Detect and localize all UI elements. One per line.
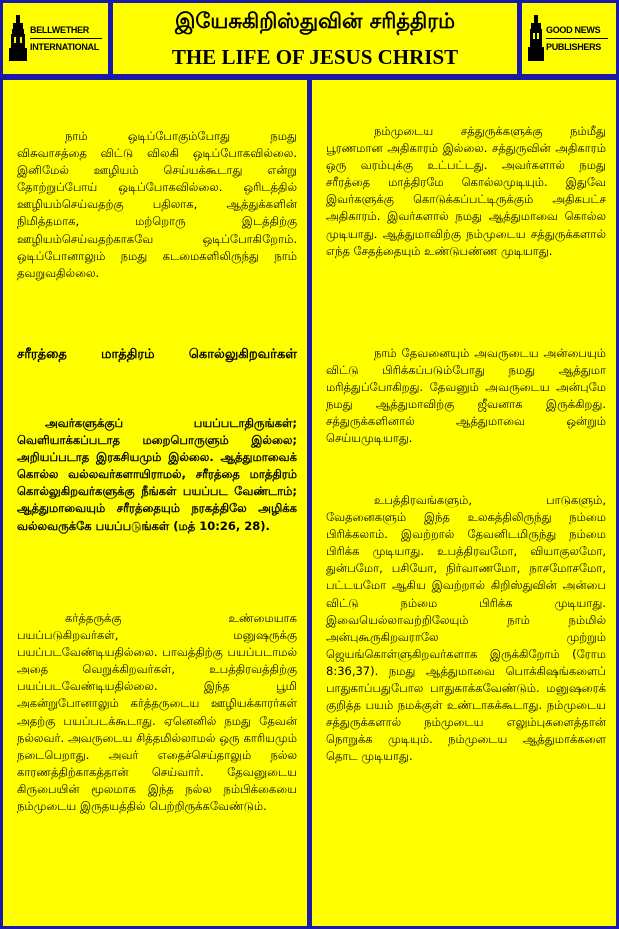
right-para-3	[326, 492, 606, 766]
right-para-1-text: நம்முடைய சத்துருக்களுக்கு நம்மீது பூரணமான அதிகாரம் இல்லை. சத்துருவின் அதிகாரம் ஒரு வரம்புக்கு உட்பட்டது. அவர்களால் நமது சரீரத்தை மாத்திரமே கொல்லமுடியும். இதுவே இவர்களுக்கு கொடுக்கப்பட்டிருக்கும் அதிகபட்ச அதிகாரம். இவர்களால் நமது ஆத்துமாவை கொல்ல முடியாது. ஆத்துமாவிற்கு நம்முடைய சத்துருக்களால் எந்த சேதத்தையும் உண்டுபண்ண முடியாது.	[326, 124, 606, 258]
right-column	[312, 80, 616, 926]
right-para-3-text: உபத்திரவங்களும், பாடுகளும், வேதனைகளும் இந்த உலகத்திலிருந்து நம்மை பிரிக்கலாம். இவற்றால் தேவனிடமிருந்து நம்மை பிரிக்க முடியாது. உபத்திரவமோ, வியாகுலமோ, துன்பமோ, பசியோ, நிர்வாணமோ, நாசமோசமோ, பட்டயமோ ஆகிய இவற்றால் கிறிஸ்துவின் அன்பை விட்டு நம்மை பிரிக்க முடியாது. இவையெல்லாவற்றிலேயும் நாம் நம்மில் அன்புகூருகிறவராலே முற்றும் ஜெயங்கொள்ளுகிறவர்களாக இருக்கிறோம் (ரோம 8:36,37). நமது ஆத்துமாவை பொக்கிஷங்களைப் பாதுகாப்பதுபோல பாதுகாக்கவேண்டும். மனுஷரைக் குறித்த பயம் நமக்குள் உண்டாகக்கூடாது. நம்முடைய சத்துருக்களால் நம்முடைய எலும்புகளைத்தான் நொறுக்க முடியும். நம்முடைய ஆத்துமாக்களை தொட முடியாது.	[326, 493, 606, 764]
left-para-2	[17, 610, 297, 815]
header-left-logo-box	[3, 3, 108, 74]
bible-quote-text: அவர்களுக்குப் பயப்படாதிருங்கள்; வெளியாக்கப்படாத மறைபொருளும் இல்லை; அறியப்படாத இரகசியமும் இல்லை. ஆத்துமாவைக் கொல்ல வல்லவர்களாயிராமல், சரீரத்தை மாத்திரம் கொல்லுகிறவர்களுக்கு நீங்கள் பயப்பட வேண்டாம்; ஆத்துமாவையும் சரீரத்தையும் நரகத்திலே அழிக்க வல்லவருக்கே பயப்படுங்கள் (மத் 10:26, 28).	[17, 416, 297, 533]
right-para-2	[326, 345, 606, 448]
left-para-1	[17, 128, 297, 282]
left-logo-line1: BELLWETHER	[30, 24, 89, 35]
right-logo-line2: PUBLISHERS	[546, 41, 602, 52]
right-para-1	[326, 123, 606, 260]
bellwether-logo-icon	[9, 15, 27, 61]
right-logo-line1: GOOD NEWS	[546, 24, 601, 35]
header-right-logo-box	[522, 3, 616, 74]
right-para-2-text: நாம் தேவனையும் அவருடைய அன்பையும் விட்டு பிரிக்கப்படும்போது நமது ஆத்துமா மரித்துப்போகிறது. தேவனும் அவருடைய அன்புமே நமது ஆத்துமாவிற்கு ஜீவனாக இருக்கிறது. சத்துருக்களினால் ஆத்துமாவை ஒன்றும் செய்யமுடியாது.	[326, 346, 606, 446]
left-para-2-text: கர்த்தருக்கு உண்மையாக பயப்படுகிறவர்கள், மனுஷருக்கு பயப்படவேண்டியதில்லை. பாவத்திற்கு பயப்படாமல் அதை வெறுக்கிறவர்கள், உபத்திரவத்திற்கு பயப்படவேண்டியதில்லை. இந்த பூமி அகன்றுபோனாலும் கர்த்தருடைய ஊழியக்காரர்கள் அதற்கு பயப்படக்கூடாது. ஏனெனில் நமது தேவன் நல்லவர். அவருடைய சித்தமில்லாமல் ஒரு காரியமும் நடைபெறாது. அவர் எதைச்செய்தாலும் நல்ல காரணத்திற்காகத்தான் செய்வார். தேவனுடைய கிருபையின் மூலமாக இந்த நல்ல நம்பிக்கையை நம்முடைய இருதயத்தில் பெற்றிருக்கவேண்டும்.	[17, 611, 297, 814]
header-title-box	[113, 3, 517, 74]
section-heading: சரீரத்தை மாத்திரம் கொல்லுகிறவர்கள்	[17, 347, 297, 362]
bible-quote	[17, 415, 297, 535]
title-tamil: இயேசுகிறிஸ்துவின் சரித்திரம்	[174, 9, 456, 33]
title-english: THE LIFE OF JESUS CHRIST	[171, 45, 459, 69]
left-para-1-text: நாம் ஒடிப்போகும்போது நமது விசுவாசத்தை விட்டு விலகி ஒடிப்போகவில்லை. இனிமேல் ஊழியம் செய்யக்கூடாது என்று தோற்றுப்போய் ஒடிப்போகவில்லை. ஒரிடத்தில் ஊழியம்செய்வதற்கு பதிலாக, ஆத்துக்களின் நிமித்தமாக, மற்றொரு இடத்திற்கு ஊழியம்செய்வதற்காகவே ஒடிப்போகிறோம். ஒடிப்போனாலும் நமது கடமைகளிலிருந்து நாம் தவறுவதில்லை.	[17, 129, 297, 280]
left-column	[3, 80, 307, 926]
left-logo-line2: INTERNATIONAL	[30, 41, 99, 52]
good-news-logo-icon	[528, 15, 544, 61]
